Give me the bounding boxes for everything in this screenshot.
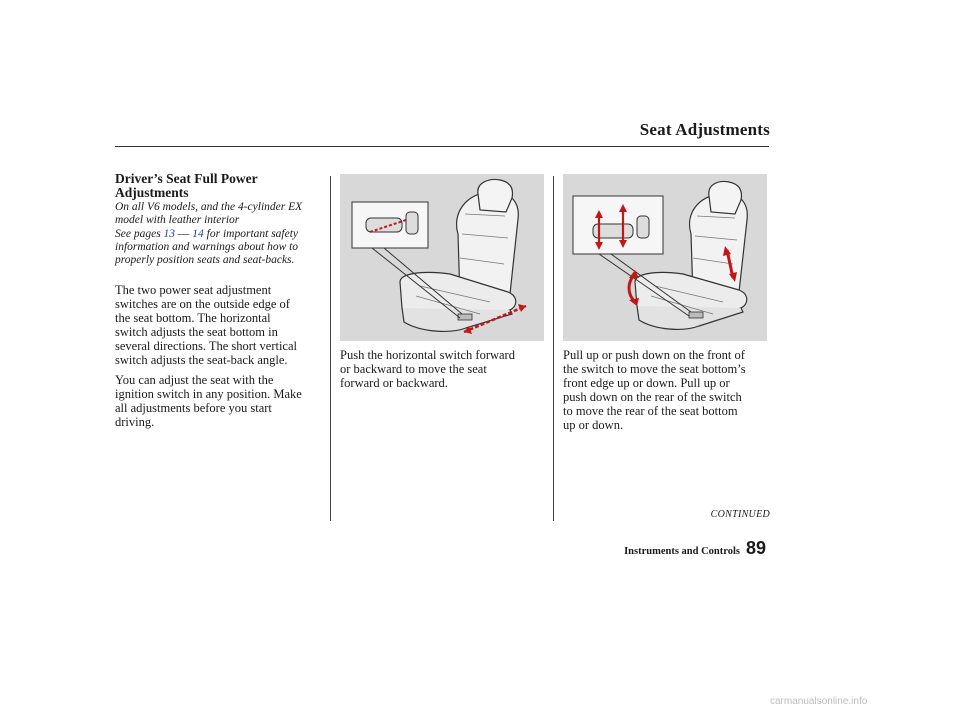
horizontal-switch-caption: [340, 348, 550, 390]
intro-line: several directions. The short vertical: [115, 339, 297, 353]
caption-line: forward or backward.: [340, 376, 448, 390]
ignition-paragraph: [115, 373, 330, 429]
intro-line: switch adjusts the seat-back angle.: [115, 353, 288, 367]
tilt-switch-caption: [563, 348, 773, 432]
intro-line: The two power seat adjustment: [115, 283, 272, 297]
footer-section-label: Instruments and Controls: [624, 546, 740, 557]
see-line3: properly position seats and seat-backs.: [115, 254, 295, 266]
ignition-line: You can adjust the seat with the: [115, 373, 274, 387]
section-heading: [115, 172, 325, 200]
applicability-line2: model with leather interior: [115, 214, 240, 226]
watermark: carmanualsonline.info: [770, 696, 868, 707]
seat-illustration-horizontal: [340, 174, 544, 341]
caption-line: push down on the rear of the switch: [563, 390, 742, 404]
figure-tilt-switch: [563, 174, 767, 341]
see-dash: —: [177, 228, 190, 240]
caption-line: to move the rear of the seat bottom: [563, 404, 738, 418]
column-divider-right: [553, 176, 554, 521]
section-heading-line2: Adjustments: [115, 185, 189, 200]
continued-marker: CONTINUED: [710, 509, 770, 520]
see-suffix: for important safety: [206, 228, 299, 240]
caption-line: Push the horizontal switch forward: [340, 348, 515, 362]
caption-line: front edge up or down. Pull up or: [563, 376, 730, 390]
intro-line: the seat bottom. The horizontal: [115, 311, 271, 325]
caption-line: up or down.: [563, 418, 624, 432]
intro-paragraph: [115, 283, 330, 367]
caption-line: the switch to move the seat bottom’s: [563, 362, 746, 376]
applicability-line1: On all V6 models, and the 4-cylinder EX: [115, 201, 303, 213]
safety-reference-note: [115, 228, 327, 267]
ignition-line: all adjustments before you start: [115, 401, 272, 415]
page-link-13[interactable]: 13: [163, 228, 176, 240]
see-line2: information and warnings about how to: [115, 241, 299, 253]
page-number: 89: [746, 538, 767, 558]
caption-line: Pull up or push down on the front of: [563, 348, 745, 362]
section-heading-line1: Driver’s Seat Full Power: [115, 171, 258, 186]
ignition-line: ignition switch in any position. Make: [115, 387, 302, 401]
column-divider-left: [330, 176, 331, 521]
applicability-note: [115, 201, 327, 227]
ignition-line: driving.: [115, 415, 155, 429]
page-title: Seat Adjustments: [639, 120, 770, 139]
seat-illustration-tilt: [563, 174, 767, 341]
intro-line: switches are on the outside edge of: [115, 297, 290, 311]
caption-line: or backward to move the seat: [340, 362, 487, 376]
see-prefix: See pages: [115, 228, 161, 240]
header-rule: [115, 146, 769, 147]
figure-horizontal-switch: [340, 174, 544, 341]
intro-line: switch adjusts the seat bottom in: [115, 325, 278, 339]
page-link-14[interactable]: 14: [192, 228, 204, 240]
